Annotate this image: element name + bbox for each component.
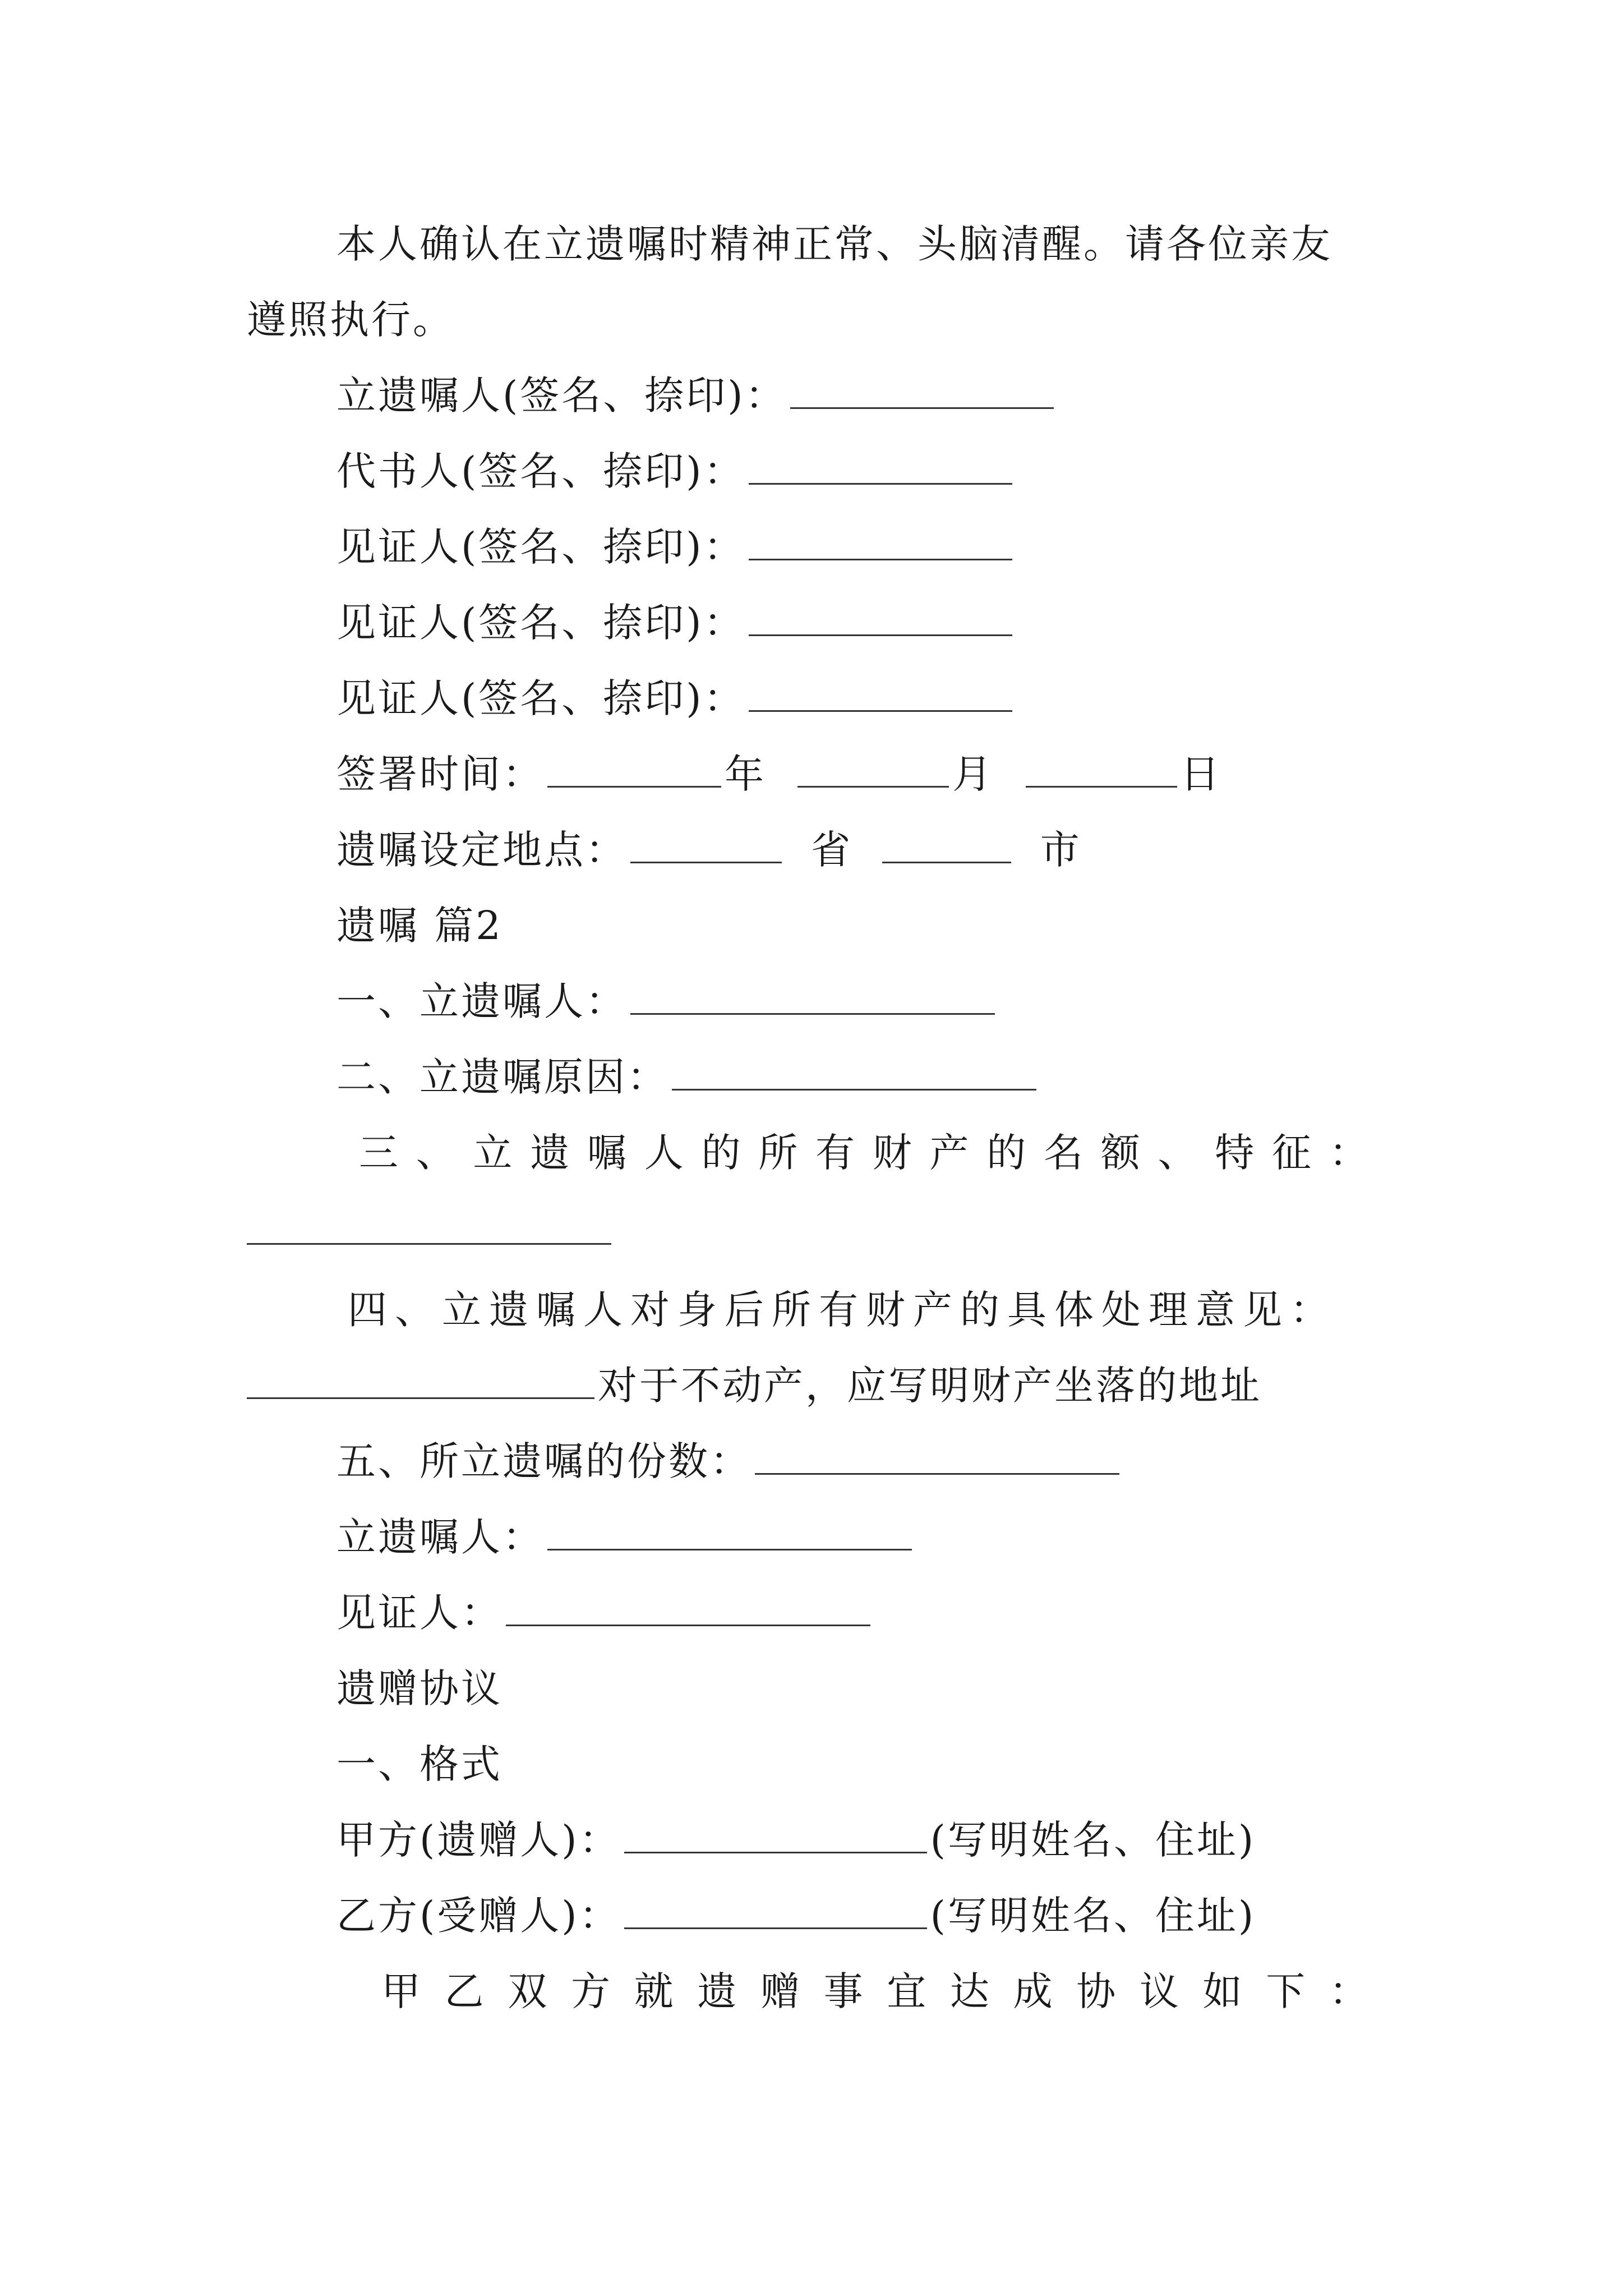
witness-line [336, 1585, 874, 1641]
witness-signature-label-1: 见证人(签名、捺印)： [336, 524, 745, 570]
item-3-char-16: 征 [1272, 1130, 1311, 1176]
bequest-agreement-title: 遗赠协议 [336, 1665, 502, 1711]
item-3-char-12: 名 [1044, 1130, 1083, 1176]
party-b-line [336, 1888, 1256, 1944]
item-3-justified-line [359, 1125, 1368, 1181]
party-b-note: (写明姓名、住址) [930, 1893, 1256, 1939]
month-blank [797, 747, 949, 788]
witness-signature-label-2: 见证人(签名、捺印)： [336, 600, 745, 646]
item-4-line: 四、立遗嘱人对身后所有财产的具体处理意见： [348, 1287, 1337, 1333]
item-3-char-3: 遗 [530, 1130, 570, 1176]
witness-blank [506, 1585, 870, 1626]
item-1-label: 一、立遗嘱人： [336, 978, 627, 1024]
witness-signature-line-1 [336, 519, 1016, 575]
item-3-char-8: 有 [815, 1130, 855, 1176]
item-4-blank [247, 1358, 594, 1399]
scribe-signature-label: 代书人(签名、捺印)： [336, 448, 745, 494]
agreement-char-10: 成 [1013, 1968, 1053, 2014]
day-blank [1026, 747, 1177, 788]
signing-date-line [336, 746, 1222, 802]
year-blank [547, 747, 721, 788]
item-3-char-9: 财 [872, 1130, 912, 1176]
item-3-char-7: 所 [758, 1130, 798, 1176]
agreement-char-3: 方 [570, 1968, 610, 2014]
witness-label: 见证人： [336, 1590, 502, 1636]
item-5-line [336, 1433, 1123, 1489]
agreement-char-4: 就 [634, 1968, 674, 2014]
confirm-line-1: 本人确认在立遗嘱时精神正常、头脑清醒。请各位亲友 [336, 221, 1332, 267]
agreement-justified-line [381, 1963, 1368, 2019]
party-b-blank [624, 1888, 927, 1929]
city-blank [882, 822, 1011, 863]
agreement-char-15: ： [1329, 1968, 1368, 2014]
scribe-signature-line [336, 443, 1016, 499]
item-3-char-6: 的 [701, 1130, 741, 1176]
witness-signature-blank-2 [749, 595, 1012, 636]
witness-signature-blank-3 [749, 671, 1012, 712]
item-3-char-11: 的 [986, 1130, 1026, 1176]
testator-signature-blank [790, 368, 1054, 409]
city-label: 市 [1040, 827, 1082, 873]
agreement-char-14: 下 [1266, 1968, 1306, 2014]
item-3-char-2: 立 [473, 1130, 513, 1176]
party-b-label: 乙方(受赠人)： [336, 1893, 621, 1939]
item-3-char-15: 特 [1215, 1130, 1255, 1176]
testator-line [336, 1509, 915, 1565]
confirm-line-2: 遵照执行。 [247, 297, 454, 343]
item-3-blank [247, 1204, 611, 1245]
agreement-char-11: 协 [1076, 1968, 1116, 2014]
item-3-char-0: 三 [359, 1130, 398, 1176]
agreement-char-7: 事 [823, 1968, 863, 2014]
item-3-char-17: ： [1329, 1130, 1368, 1176]
agreement-char-0: 甲 [381, 1968, 421, 2014]
testator-signature-line [336, 367, 1057, 424]
item-2-line [336, 1049, 1040, 1105]
item-5-blank [755, 1434, 1119, 1475]
signing-date-label-text: 签署时间： [336, 751, 544, 797]
witness-signature-line-3 [336, 670, 1016, 726]
item-4-continuation [247, 1358, 1262, 1414]
agreement-char-5: 遗 [697, 1968, 737, 2014]
agreement-char-2: 双 [508, 1968, 547, 2014]
section-2-title: 遗嘱 篇2 [336, 903, 503, 949]
agreement-char-1: 乙 [444, 1968, 484, 2014]
item-2-blank [672, 1050, 1036, 1091]
place-label: 遗嘱设定地点： [336, 827, 627, 873]
witness-signature-blank-1 [749, 519, 1012, 560]
item-1-blank [630, 974, 995, 1015]
item-3-char-5: 人 [644, 1130, 684, 1176]
month-label: 月 [952, 751, 994, 797]
agreement-char-9: 达 [949, 1968, 989, 2014]
party-a-line [336, 1812, 1256, 1868]
item-3-char-13: 额 [1100, 1130, 1140, 1176]
day-label: 日 [1180, 751, 1222, 797]
province-label: 省 [811, 827, 853, 873]
format-title: 一、格式 [336, 1741, 502, 1787]
agreement-char-6: 赠 [760, 1968, 800, 2014]
item-1-line [336, 973, 998, 1029]
agreement-char-8: 宜 [887, 1968, 926, 2014]
year-label: 年 [725, 751, 766, 797]
item-3-char-10: 产 [929, 1130, 969, 1176]
agreement-char-13: 如 [1202, 1968, 1242, 2014]
testator-label: 立遗嘱人： [336, 1514, 544, 1560]
party-a-blank [624, 1812, 927, 1853]
item-2-label: 二、立遗嘱原因： [336, 1054, 668, 1100]
item-4-continuation-text: 对于不动产，应写明财产坐落的地址 [598, 1363, 1262, 1409]
testator-signature-label: 立遗嘱人(签名、捺印)： [336, 372, 787, 418]
place-line [336, 822, 1082, 878]
item-5-label: 五、所立遗嘱的份数： [336, 1438, 751, 1484]
item-3-char-14: 、 [1158, 1130, 1197, 1176]
party-a-label: 甲方(遗赠人)： [336, 1817, 621, 1863]
item-3-char-4: 嘱 [587, 1130, 626, 1176]
witness-signature-line-2 [336, 595, 1016, 651]
item-3-blank-line [247, 1203, 611, 1259]
party-a-note: (写明姓名、住址) [930, 1817, 1256, 1863]
testator-blank [547, 1510, 912, 1550]
witness-signature-label-3: 见证人(签名、捺印)： [336, 675, 745, 721]
item-3-char-1: 、 [416, 1130, 455, 1176]
scribe-signature-blank [749, 444, 1012, 485]
province-blank [630, 822, 782, 863]
agreement-char-12: 议 [1139, 1968, 1179, 2014]
